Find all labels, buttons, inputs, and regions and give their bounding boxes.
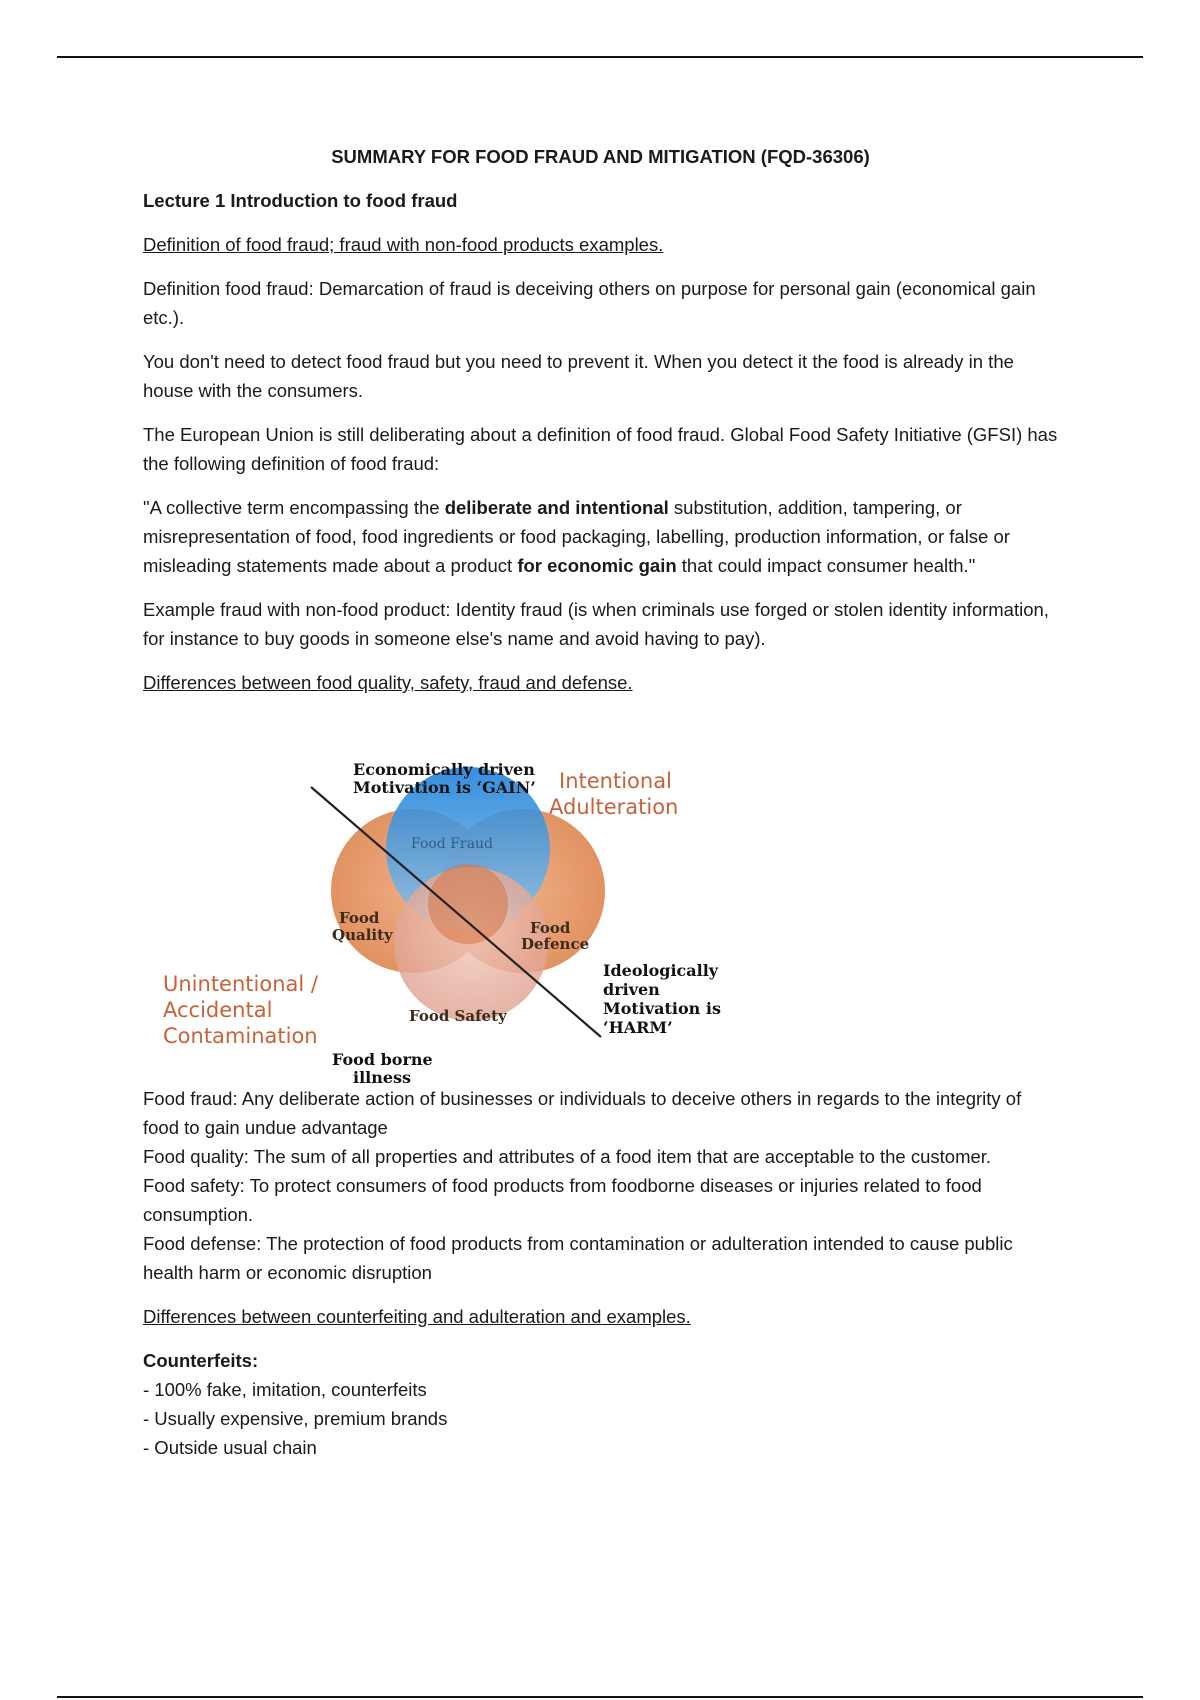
center-overlap — [428, 864, 508, 944]
economic-label-line2: Motivation is ‘GAIN’ — [353, 778, 536, 797]
definition-food-fraud: Food fraud: Any deliberate action of businesses or individuals to deceive others in regards to the integrity of food to gain undue advantage — [143, 1088, 1022, 1138]
quote-bold-2: for economic gain — [517, 555, 677, 576]
counterfeits-list — [143, 1346, 1058, 1462]
definition-food-defense: Food defense: The protection of food products from contamination or adulteration intended to cause public health harm or economic disruption — [143, 1233, 1013, 1283]
list-item: - Outside usual chain — [143, 1437, 317, 1458]
quote-bold-1: deliberate and intentional — [444, 497, 669, 518]
gfsi-quote — [143, 493, 1058, 580]
document-title: SUMMARY FOR FOOD FRAUD AND MITIGATION (FQD-36306) — [331, 146, 870, 167]
paragraph-identity-fraud: Example fraud with non-food product: Identity fraud (is when criminals use forged or stolen identity information, for instance to buy goods in someone else's name and avoid having to pay). — [143, 599, 1049, 649]
bottom-rule — [57, 1696, 1143, 1698]
intentional-label-line1: Intentional — [559, 769, 672, 793]
food-defence-label-line1: Food — [530, 919, 571, 937]
venn-diagram — [143, 704, 1058, 1087]
quote-part-1: "A collective term encompassing the — [143, 497, 445, 518]
food-quality-label-line1: Food — [339, 909, 380, 927]
ideological-label-line4: ‘HARM’ — [603, 1018, 673, 1037]
quote-part-2: substitution, addition, tampering, or misrepresentation of food, food ingredients or food packaging, labelling, production information, or false or misleading statements made about a product — [143, 497, 1010, 576]
section-heading-differences: Differences between food quality, safety, fraud and defense. — [143, 672, 633, 693]
unintentional-label-line3: Contamination — [163, 1024, 318, 1048]
lecture-heading: Lecture 1 Introduction to food fraud — [143, 190, 458, 211]
quote-part-3: that could impact consumer health." — [676, 555, 976, 576]
definition-food-safety: Food safety: To protect consumers of food products from foodborne diseases or injuries related to food consumption. — [143, 1175, 982, 1225]
top-rule — [57, 56, 1143, 58]
document-page — [143, 142, 1058, 1462]
paragraph-eu-gfsi: The European Union is still deliberating about a definition of food fraud. Global Food Safety Initiative (GFSI) has the following definition of food fraud: — [143, 424, 1058, 474]
paragraph-definition: Definition food fraud: Demarcation of fraud is deceiving others on purpose for personal gain (economical gain etc.). — [143, 278, 1036, 328]
intentional-label-line2: Adulteration — [549, 795, 679, 819]
ideological-label-line3: Motivation is — [603, 999, 721, 1018]
economic-label-line1: Economically driven — [353, 760, 535, 779]
foodborne-label-line1: Food borne — [332, 1050, 433, 1069]
foodborne-label-line2: illness — [353, 1068, 412, 1087]
ideological-label-line1: Ideologically — [603, 961, 719, 980]
food-defence-label-line2: Defence — [521, 935, 590, 953]
definitions-block — [143, 1084, 1058, 1287]
unintentional-label-line2: Accidental — [163, 998, 273, 1022]
ideological-label-line2: driven — [603, 980, 660, 999]
paragraph-prevention: You don't need to detect food fraud but you need to prevent it. When you detect it the food is already in the house with the consumers. — [143, 351, 1014, 401]
food-fraud-label: Food Fraud — [411, 836, 493, 852]
section-heading-counterfeiting: Differences between counterfeiting and adulteration and examples. — [143, 1306, 691, 1327]
food-safety-label: Food Safety — [409, 1007, 507, 1025]
counterfeits-heading: Counterfeits: — [143, 1350, 259, 1371]
unintentional-label-line1: Unintentional / — [163, 972, 318, 996]
venn-diagram-svg — [143, 704, 721, 1087]
list-item: - Usually expensive, premium brands — [143, 1408, 448, 1429]
section-heading-definition: Definition of food fraud; fraud with non-food products examples. — [143, 234, 664, 255]
definition-food-quality: Food quality: The sum of all properties and attributes of a food item that are acceptable to the customer. — [143, 1146, 992, 1167]
food-quality-label-line2: Quality — [332, 926, 393, 944]
list-item: - 100% fake, imitation, counterfeits — [143, 1379, 427, 1400]
